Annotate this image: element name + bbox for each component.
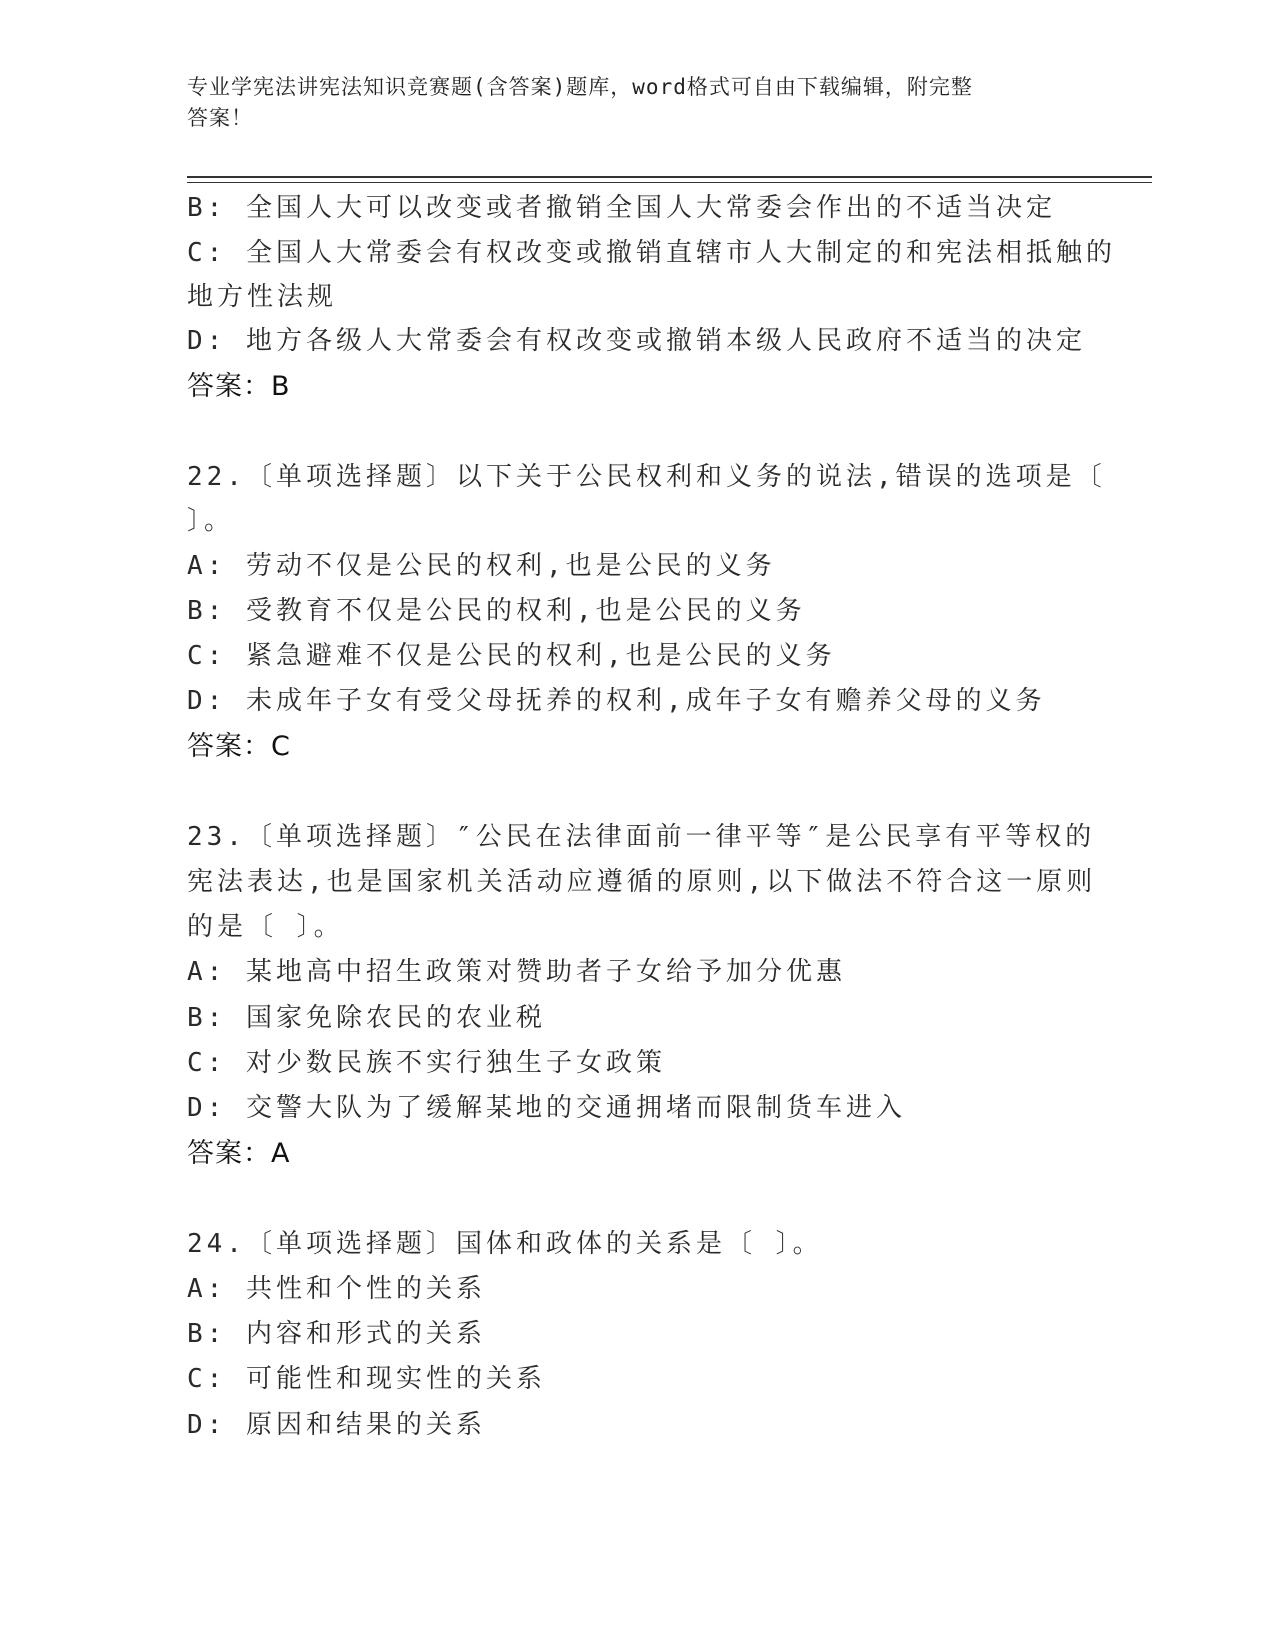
q22-stem-line-1: 22.〔单项选择题〕以下关于公民权利和义务的说法,错误的选项是〔: [187, 462, 1106, 492]
q22-option-c: C: 紧急避难不仅是公民的权利,也是公民的义务: [187, 641, 836, 671]
q21-option-b: B: 全国人大可以改变或者撤销全国人大常委会作出的不适当决定: [187, 193, 1056, 223]
q22-option-b: B: 受教育不仅是公民的权利,也是公民的义务: [187, 596, 806, 626]
q24-stem-line-1: 24.〔单项选择题〕国体和政体的关系是〔 〕。: [187, 1229, 823, 1259]
q23-answer: 答案：A: [187, 1138, 291, 1169]
q23-option-d: D: 交警大队为了缓解某地的交通拥堵而限制货车进入: [187, 1093, 906, 1123]
q24-option-b: B: 内容和形式的关系: [187, 1319, 486, 1349]
q21-answer: 答案：B: [187, 371, 291, 402]
q23-stem-line-2: 宪法表达,也是国家机关活动应遵循的原则,以下做法不符合这一原则: [187, 867, 1097, 897]
header-line-2: 答案！: [187, 106, 253, 130]
q23-stem-line-1: 23.〔单项选择题〕″公民在法律面前一律平等″是公民享有平等权的: [187, 822, 1096, 852]
q21-option-d: D: 地方各级人大常委会有权改变或撤销本级人民政府不适当的决定: [187, 326, 1086, 356]
q21-option-c-line-1: C: 全国人大常委会有权改变或撤销直辖市人大制定的和宪法相抵触的: [187, 238, 1116, 268]
q22-option-a: A: 劳动不仅是公民的权利,也是公民的义务: [187, 551, 776, 581]
q24-option-c: C: 可能性和现实性的关系: [187, 1364, 546, 1394]
q22-stem-line-2: 〕。: [187, 506, 235, 536]
header-divider-thick: [187, 176, 1152, 178]
q21-option-c-line-2: 地方性法规: [187, 282, 338, 312]
q23-option-a: A: 某地高中招生政策对赞助者子女给予加分优惠: [187, 957, 846, 987]
q24-option-d: D: 原因和结果的关系: [187, 1410, 486, 1440]
q23-option-c: C: 对少数民族不实行独生子女政策: [187, 1048, 666, 1078]
q22-answer: 答案：C: [187, 731, 291, 762]
q23-option-b: B: 国家免除农民的农业税: [187, 1003, 546, 1033]
header-divider-thin: [187, 182, 1152, 183]
q22-option-d: D: 未成年子女有受父母抚养的权利,成年子女有赡养父母的义务: [187, 686, 1046, 716]
q23-stem-line-3: 的是〔 〕。: [187, 912, 344, 942]
header-line-1: 专业学宪法讲宪法知识竞赛题(含答案)题库，word格式可自由下载编辑，附完整: [187, 75, 973, 99]
page-header: [187, 72, 1067, 134]
q24-option-a: A: 共性和个性的关系: [187, 1274, 486, 1304]
